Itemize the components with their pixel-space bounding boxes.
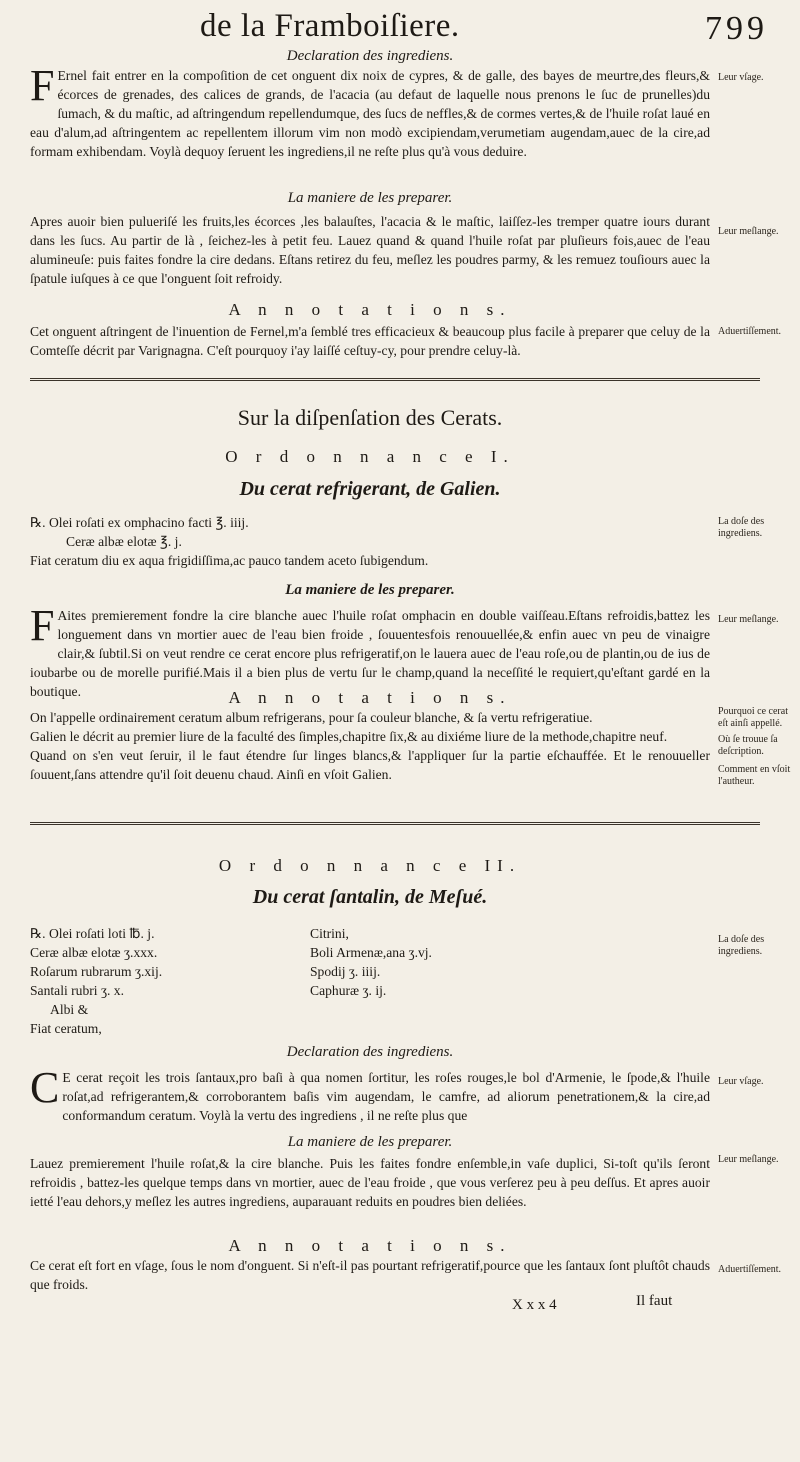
recipe-line: Boli Armenæ,ana ʒ.vj. <box>310 945 432 960</box>
recipe-line: Roſarum rubrarum ʒ.xij. <box>30 964 163 979</box>
recipe-line: Fiat ceratum, <box>30 1021 102 1036</box>
annotations-heading-3: A n n o t a t i o n s. <box>228 1236 512 1255</box>
page-number: 799 <box>705 10 768 47</box>
paragraph-text: Aites premierement fondre la cire blanche auec l'huile roſat omphacin en double vaiſſeau.Eſtans refroidis,battez les longuement dans vn mortier auec de l'eau bien froide , ſouuentesfois renouuellée,& enfin auec vn peu de vinaigre clair,& ſubtil.Si on veut rendre ce cerat encore plus refrigeratif,on le lauera auec de l'eau roſe,ou de plantin,ou de ius de ioubarbe ou de morelle purifié.Mais il a bien plus de vertu ſur le champ,quand la neceſſité le requiert,qu'eſtant gardé en la boutique. <box>30 608 710 699</box>
recipe-line: Santali rubri ʒ. x. <box>30 983 125 998</box>
heading-preparer-3: La maniere de les preparer. <box>287 1134 453 1150</box>
running-head: de la Framboiſiere. <box>200 8 460 44</box>
recipe-line: Ceræ albæ elotæ ʒ.xxx. <box>30 945 158 960</box>
paragraph-preparation-3: Lauez premierement l'huile roſat,& la cire blanche. Puis les faites fondre enſemble,in vaſe duplici, Si-toſt qu'ils ſeront refroidis , battez-les quelque temps dans vn mortier, auec de l'eau froide , que vous verſerez peu à peu deſſus. Et apres auoir ietté l'eau dehors,y meſlez les autres ingrediens, auparauant reduits en poudres bien deliées. <box>30 1156 710 1209</box>
annotations-heading-1: A n n o t a t i o n s. <box>228 300 512 319</box>
divider <box>30 378 760 381</box>
recipe-line: Caphuræ ʒ. ij. <box>310 983 387 998</box>
drop-cap: C <box>30 1063 60 1112</box>
paragraph-fernel <box>30 61 710 161</box>
ordonnance-2: O r d o n n a n c e II. <box>218 856 522 875</box>
paragraph-annotation-1: Cet onguent aſtringent de l'inuention de Fernel,m'a ſemblé tres efficacieux & beaucoup plus facile à preparer que celuy de la Comteſſe décrit par Varignagna. C'eſt pourquoy i'ay laiſſé ceſtuy-cy, pour prendre celuy-là. <box>30 324 710 358</box>
ordonnance-1: O r d o n n a n c e I. <box>225 447 515 466</box>
recipe-line: Citrini, <box>310 926 349 941</box>
margin-note: Leur meſlange. <box>718 614 779 625</box>
signature-mark: X x x 4 <box>512 1297 557 1313</box>
margin-note: Aduertiſſement. <box>718 326 782 337</box>
heading-preparer-1: La maniere de les preparer. <box>287 190 453 206</box>
drop-cap: F <box>30 601 55 650</box>
recipe-2-left <box>30 924 162 1038</box>
paragraph-cerat-prep <box>30 601 710 701</box>
recipe-line: Albi & <box>50 1002 89 1017</box>
paragraph-text: E cerat reçoit les trois ſantaux,pro baſi à qua nomen ſortitur, les roſes rouges,le bol d'Armenie, le ſpode,& l'huile roſat,ad refrigerantem,& corroborantem baſis vim augendam, le camfre, ad aliorum penetrationem,& la cire,ad conformandum ceratum. Voylà la vertu des ingrediens , il ne reſte plus que <box>62 1070 710 1123</box>
heading-declaration-2: Declaration des ingrediens. <box>286 1044 454 1060</box>
paragraph-annotation-2: On l'appelle ordinairement ceratum album refrigerans, pour ſa couleur blanche, & ſa vertu refrigeratiue. Galien le décrit au premier liure de la faculté des ſimples,chapitre ſix,& au dixiéme liure de la methode,chapitre neuf. Quand on s'en veut ſeruir, il le faut étendre ſur linges blancs,& l'appliquer ſur la partie eſchauffée. Et le renouueller ſouuent,ſans attendre qu'il ſoit deuenu chaud. Ainſi en vſoit Galien. <box>30 710 710 782</box>
recipe-line: Ceræ albæ elotæ ℥. j. <box>66 534 182 549</box>
margin-note: Leur vſage. <box>718 72 764 83</box>
margin-note: La doſe des ingrediens. <box>718 516 765 539</box>
recipe-line: Fiat ceratum diu ex aqua frigidiſſima,ac pauco tandem aceto ſubigendum. <box>30 553 429 568</box>
margin-note: Leur meſlange. <box>718 1154 779 1165</box>
recipe-1 <box>30 513 428 570</box>
margin-note: La doſe des ingrediens. <box>718 934 765 957</box>
heading-preparer-2: La maniere de les preparer. <box>285 582 455 598</box>
margin-note: Leur meſlange. <box>718 226 779 237</box>
recipe-line: ℞. Olei roſati ex omphacino facti ℥. iiij. <box>30 515 249 530</box>
recipe-line: Spodij ʒ. iiij. <box>310 964 381 979</box>
recipe-line: ℞. Olei roſati loti ℔. j. <box>30 926 155 941</box>
margin-note: Comment en vſoit l'autheur. <box>718 764 791 787</box>
ordonnance-2-title: Du cerat ſantalin, de Meſué. <box>252 886 488 908</box>
recipe-2-right <box>310 924 432 1000</box>
paragraph-preparation: Apres auoir bien pulueriſé les fruits,les écorces ,les balauſtes, l'acacia & le maſtic, laiſſez-les tremper quatre iours durant dans les ſucs. Au partir de là , ſeichez-les à petit feu. Lauez quand & quand l'huile roſat par pluſieurs fois,auec de l'eau alumineuſe: puis faites fondre la cire dedans. Eſtans retirez du feu, meſlez les poudres parmy, & les remuez touſiours auec la ſpatule iuſques à ce que l'onguent ſoit refroidy. <box>30 214 710 286</box>
margin-note: Pourquoi ce cerat eſt ainſi appellé. <box>718 706 788 729</box>
paragraph-text: Ernel fait entrer en la compoſition de cet onguent dix noix de cypres, & de galle, des bayes de meurtre,des fleurs,& écorces de grenades, des calices de grands, de l'acacia (au defaut de laquelle nous prenons le ſuc de prunelles)du ſumach, & du maſtic, ad aſtringendum repellendumque, des ſucs de neffles,& de cormes vertes,& de l'huile roſat laué en eau d'alum,ad aſtringentem ac repellentem illorum vim non modò excipiendam,verumetiam augendam,auec de la cire,ad formam exhibendam. Voylà dequoy ſeruent les ingrediens,il ne reſte plus qu'à vous deduire. <box>30 68 710 159</box>
catchword: Il faut <box>636 1293 673 1309</box>
paragraph-annotation-3: Ce cerat eſt fort en vſage, ſous le nom d'onguent. Si n'eſt-il pas pourtant refrigeratif,pource que les ſantaux ſont pluſtôt chauds que froids. <box>30 1258 710 1292</box>
annotations-heading-2: A n n o t a t i o n s. <box>228 688 512 707</box>
section-title: Sur la diſpenſation des Cerats. <box>237 405 503 430</box>
ordonnance-1-title: Du cerat refrigerant, de Galien. <box>239 478 501 500</box>
heading-declaration: Declaration des ingrediens. <box>286 48 454 64</box>
margin-note: Leur vſage. <box>718 1076 764 1087</box>
divider <box>30 822 760 825</box>
drop-cap: F <box>30 61 55 110</box>
margin-note: Aduertiſſement. <box>718 1264 782 1275</box>
paragraph-declaration-2 <box>30 1063 710 1125</box>
margin-note: Où ſe trouue ſa deſcription. <box>718 734 778 757</box>
